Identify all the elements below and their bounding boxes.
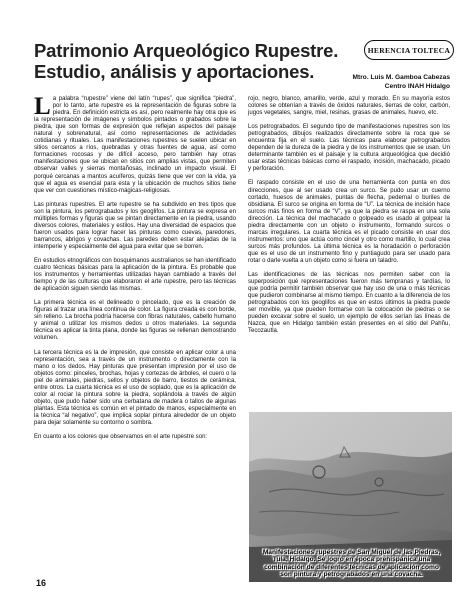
paragraph	[34, 93, 236, 195]
author-name: Mtro. Luis M. Gamboa Cabezas	[352, 74, 450, 81]
paragraph: El raspado consiste en el uso de una herramienta con punta en dos direcciones, que al ser usado crea un surco. Se pudo usar un cuerno cortado, huesos de animales, puntas de flecha, pedernal o buriles de obsidiana. El surco se origina en forma de “U”. La técnica de incisión hace surcos más finos en forma de “V”, ya que la piedra se raspa en una sola dirección. La técnica del machacado o golpeado es usado al golpear la piedra directamente con un objeto o instrumento, formando surcos o marcas irregulares. La cuarta técnica es el picado consiste en usar dos instrumentos: uno que actúa como cincel y otro como martillo, lo cual crea surcos más profundos. La última técnica es la horadación o perforación que es el uso de un instrumento fino y puntiagudo para ser usado para rotar o darle vuelta a un objeto como si fuera un taladro.	[248, 180, 450, 264]
paragraph: Las pinturas rupestres. El arte rupestre se ha subdivido en tres tipos que son la pintura, los petrograbados y los geoglifos. La pintura se expresa en múltiples formas y figuras que se pintan directamente en la piedra, usando diversos colores, materiales y estilos. Hay una diversidad de espacios que fueron usados para lograr hacer las pinturas como cuevas, paredones, barrancos, abrigos y covachas. Las paredes deben estar alejadas de la intemperie y especialmente del agua para evitar que se borren.	[34, 201, 236, 250]
drop-cap: L	[34, 93, 51, 120]
title-line-1: Patrimonio Arqueológico Rupestre.	[34, 40, 339, 61]
logo-text: HERENCIA TOLTECA	[367, 45, 451, 55]
rock-shelter-photo	[249, 412, 452, 582]
author-affiliation: Centro INAH Hidalgo	[384, 83, 450, 90]
author-block	[300, 73, 450, 91]
paragraph: En cuanto a los colores que observamos en el arte rupestre son:	[34, 434, 208, 441]
paragraph: Los petrograbados. El segundo tipo de manifestaciones rupestres son los petrograbados, dibujos realizados directamente sobre la roca que se encuentra fija en el suelo. Las técnicas para elaborar petrograbados dependen de la dureza de la piedra y de los instrumentos que se usan. Un determinante también es el paisaje y la cultura arqueológica que decidió usar estas técnicas básicas como el raspado, incisión, machacado, picado y perforación.	[248, 124, 450, 173]
paragraph: La tercera técnica es la de impresión, que consiste en aplicar color a una representación, sea a través de un instrumento o directamente con la mano o los dedos. Hay pinturas que presentan impresión por el uso de objetos como: pinceles, brochas, hojas y cortezas de árboles, el cuero o la piel de animales, piedras, sellos y objetos de barro, tiestos de cerámica, entre otros. La cuarta técnica es el uso de soplado, que es la aplicación de color al rociar la pintura sobre la piedra, soplándola a través de algún objeto, que pudo haber sido una cerbatana de madera o tallos de algunas plantas. Esta técnica es común en el pintado de manos, especialmente en la técnica “al negativo”, que implica soplar pintura alrededor de un objeto para dejar solamente su contorno o sombra.	[34, 349, 236, 426]
paragraph: rojo, negro, blanco, amarillo, verde, azul y morado. En su mayoría estos colores se obtenían a través de óxidos naturales, tierras de color, carbón, jugos vegetales, sangre, miel, resinas, grasas de animales, huevo, etc.	[248, 96, 450, 117]
title-line-2: Estudio, análisis y aportaciones.	[34, 61, 315, 82]
paragraph: En estudios etnográficos con bosquimanos australianos se han identificado cuatro técnicas básicas para la aplicación de la pintura. Es probable que los instrumentos y herramientas utilizadas hayan cambiado a través del tiempo y de las culturas que elaboraron el arte rupestre, pero las técnicas de aplicación siguen siendo las mismas.	[34, 257, 236, 293]
paragraph: La primera técnica es el delineado o pincelado, que es la creación de figuras al trazar una línea continua de color. La figura creada es con borde, sin relleno. La brocha podría hacerse con fibras naturales, cabello humano y animal o utilizar los mismos dedos u otros materiales. La segunda técnica es aplicar la tinta plana, donde las figuras se rellenan demostrando volumen.	[34, 300, 236, 342]
paragraph-text: a palabra “rupestre” viene del latín “rupes”, que significa “piedra”, por lo tanto, arte rupestre es la representación de figuras sobre la piedra. En definición estricta es así, pero realmente hay otra que es la representación de imágenes y símbolos pintados o grabados sobre la piedra, que son formas de expresión que reflejan aspectos del paisaje natural y sobrenatural, así como representaciones de actividades cotidianas y rituales. Las manifestaciones rupestres se suelen ubicar en sitios cercanos a ríos, quebradas y otras fuentes de agua, así como formaciones rocosas y de difícil acceso, pero también hay otras manifestaciones que se ubican en sitios con amplias vistas, que permiten observar valles y sierras montañosas, inclinado un impacto visual. El porqué cercanas a mantos acuíferos, quizás tiene que ver con la vida, ya que el agua es esencial para esta y la ubicación de muchos sitios tiene que ver con cuestiones místico-mágicas-religiosas.	[34, 96, 236, 194]
herencia-tolteca-logo	[364, 40, 454, 60]
left-column	[34, 93, 236, 448]
right-column	[248, 96, 450, 342]
page-number: 16	[36, 578, 47, 588]
paragraph: Las identificaciones de las técnicas nos permiten saber con la superposición qué representaciones fueron más tempranas y tardías, lo que podría permitir también observar que hay uso de una o más técnicas que pudieron combinarse al mismo tiempo. En cuanto a la diferencia de los petrograbados con los geoglifos es que en estos últimos la piedra puede ser movible, ya que pueden formarse con la colocación de piedras o se pueden excavar sobre el suelo, un ejemplo de ellos serían las líneas de Nazca, que en Hidalgo también están presentes en el sitio del Pahñu, Tecozautla.	[248, 272, 450, 335]
photo-caption: Manifestaciones rupestres de San Miguel de las Piedras, Tula, Hidalgo. Se logró en época prehispánica una combinación de diferentes técnicas de aplicación como son pintura y petrograbados en una covacha.	[262, 548, 441, 579]
